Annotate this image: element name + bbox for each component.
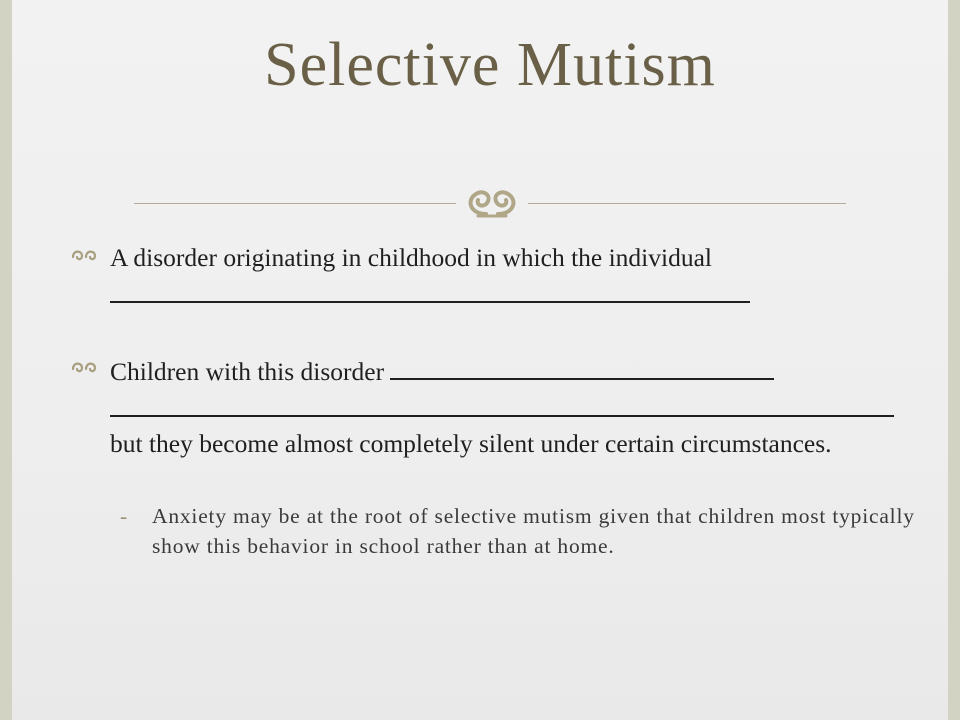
- title-divider-right: [528, 203, 846, 204]
- sub-bullet-dash: -: [120, 504, 128, 528]
- fill-in-blank: [110, 275, 750, 303]
- bullet-list: [70, 240, 920, 561]
- fill-in-blank: [110, 389, 894, 417]
- curl-ornament-icon: [456, 176, 528, 224]
- bullet-text: A disorder originating in childhood in which the individual: [110, 243, 713, 272]
- bullet-text: but they become almost completely silent under certain circumstances.: [110, 429, 832, 458]
- sub-bullet-text: Anxiety may be at the root of selective mutism given that children most typically show this behavior in school rather than at home.: [152, 504, 915, 558]
- sub-bullet-item: [70, 501, 920, 561]
- scroll-bullet-icon: [70, 248, 104, 266]
- slide: [12, 0, 948, 720]
- title-divider-left: [134, 203, 456, 204]
- bullet-text: Children with this disorder: [110, 357, 385, 386]
- fill-in-blank: [390, 352, 774, 380]
- bullet-item: [70, 240, 920, 312]
- scroll-bullet-icon: [70, 360, 104, 378]
- bullet-item: [70, 352, 920, 461]
- slide-title: Selective Mutism: [264, 31, 716, 99]
